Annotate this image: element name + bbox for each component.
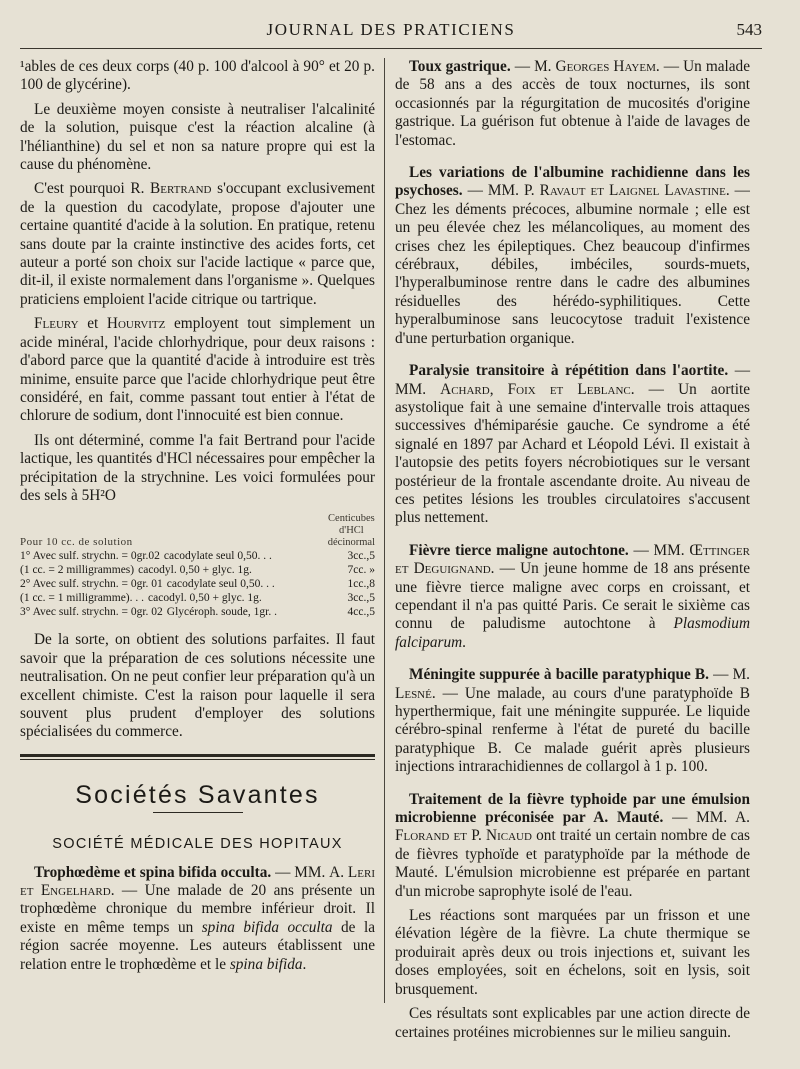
- section-rule: [20, 754, 375, 757]
- table-row: [20, 591, 375, 605]
- article: Traitement de la fièvre typhoide par une émulsion microbienne préconisée par A. Mauté. — MM. A. Florand et P. Nicaud ont traité un certain nombre de cas de fièvres typhoïde et paratyphoïde par la méthode de Mauté. L'émulsion microbienne est préparée en partant d'un microbe saprophyte isolé de l'eau.: [395, 790, 751, 900]
- right-column: [395, 58, 750, 1048]
- table-cell: 3cc.,5: [347, 592, 375, 605]
- table-cell: 7cc. »: [347, 564, 375, 577]
- section-title: Sociétés Savantes: [75, 780, 320, 809]
- paragraph: Ils ont déterminé, comme l'a fait Bertrand pour l'acide lactique, les quantités d'HCl nécessaires pour empêcher la précipitation de la strychnine. Les voici formulées pour des sels à 5H²O: [20, 431, 375, 504]
- article-title: Traitement de la fièvre typhoide par une émulsion microbienne préconisée par A. Mauté.: [395, 790, 750, 827]
- table-cell: 4cc.,5: [347, 606, 375, 619]
- running-header: [20, 14, 762, 49]
- article: Les variations de l'albumine rachidienne dans les psychoses. — MM. P. Ravaut et Laignel Lavastine. — Chez les déments précoces, albumine normale ; elle est un peu élevée chez les mélancoliques, au moment des crises chez les épileptiques. Chez beaucoup d'infirmes cérébraux, débiles, imbéciles, sourds-muets, l'hyperalbuminose rentre dans le cadre des albumines résiduelles des hérédo-syphilitiques. Cette hyperalbuminose sans leucocytose traduit l'existence d'une perturbation organique.: [395, 164, 750, 347]
- article-title: Paralysie transitoire à répétition dans l'aortite.: [409, 362, 729, 380]
- society-heading: SOCIÉTÉ MÉDICALE DES HOPITAUX: [52, 836, 343, 853]
- author-name: Achard, Foix et Leblanc: [440, 380, 631, 398]
- article: Toux gastrique. — M. Georges Hayem. — Un malade de 58 ans a des accès de toux nocturnes, ils sont occasionnés par la régurgitation de mucosités d'origine gastrique. La guérison fut obtenue à l'aide de lavages de l'estomac.: [395, 58, 750, 149]
- dosage-table: [20, 513, 375, 619]
- table-cell: 1cc.,8: [347, 578, 375, 591]
- article-title: Toux gastrique.: [409, 58, 511, 75]
- paragraph: Ces résultats sont explicables par une action directe de certaines protéines microbiennes sur le milieu sanguin.: [395, 1005, 750, 1041]
- article-title: Trophœdème et spina bifida occulta.: [34, 863, 272, 881]
- paragraph: ¹ables de ces deux corps (40 p. 100 d'alcool à 90° et 20 p. 100 de glycérine).: [20, 58, 375, 94]
- paragraph: Le deuxième moyen consiste à neutraliser l'alcalinité de la solution, puisque c'est la réaction alcaline (à l'hélianthine) du sel et non sa nature propre qui est la cause du phénomène.: [20, 100, 375, 174]
- title-rule: [153, 812, 243, 813]
- table-header: [20, 513, 375, 549]
- article-title: Les variations de l'albumine rachidienne dans les psychoses.: [395, 164, 750, 200]
- author-name: Bertrand: [150, 180, 212, 198]
- section-rule: [20, 759, 375, 760]
- table-cell: cacodylate seul 0,50. . .: [163, 550, 272, 563]
- table-cell: 2° Avec sulf. strychn. = 0gr. 01: [20, 578, 163, 591]
- article: Paralysie transitoire à répétition dans l'aortite. — MM. Achard, Foix et Leblanc. — Un aortite asystolique fait à une semaine d'intervalle trois attaques successives d'hémiparésie gauche. Ce syndrome a été signalé en 1897 par Achard et Léopold Lévi. Il existait à l'autopsie des petits foyers nécrobiotiques sur le versant postérieur de la frontale ascendante droite. Au niveau de ces petites lésions les troubles circulatoires s'accusent plus nettement.: [395, 362, 750, 527]
- paragraph: Les réactions sont marquées par un frisson et une élévation légère de la fièvre. La chute thermique se produirait après deux ou trois injections et, suivant les doses employées, soit en échelons, soit en lysis, soit brusquement.: [395, 907, 750, 998]
- table-cell: cacodyl. 0,50 + glyc. 1g.: [138, 564, 252, 577]
- table-row: [20, 605, 375, 619]
- page-number: 543: [736, 20, 762, 39]
- table-header-left: Pour 10 cc. de solution: [20, 536, 133, 549]
- author-name: Fleury: [34, 315, 79, 333]
- table-cell: 3° Avec sulf. strychn. = 0gr. 02: [20, 606, 163, 619]
- article-title: Fièvre tierce maligne autochtone.: [409, 541, 629, 559]
- article: Méningite suppurée à bacille paratyphique B. — M. Lesné. — Une malade, au cours d'une paratyphoïde B hyperthermique, fait une méningite suppurée. Le liquide cérébro-spinal renferme à l'état de pureté du bacille paratyphique B. Ce malade guérit après plusieurs injections intrarachidiennes de collargol à 1 p. 100.: [395, 666, 751, 776]
- table-cell: (1 cc. = 1 milligramme). . .: [20, 592, 145, 605]
- left-column: [20, 58, 375, 980]
- table-row: [20, 549, 375, 563]
- article-title: Méningite suppurée à bacille paratyphique B.: [409, 666, 709, 684]
- article: Trophœdème et spina bifida occulta. — MM. A. Leri et Engelhard. — Une malade de 20 ans présente un trophœdème chronique du membre inférieur droit. Il existe en même temps un spina bifida occulta de la région sacrée moyenne. Les auteurs établissent une relation entre le trophœdème et le spina bifida.: [20, 863, 376, 973]
- table-body: [20, 549, 375, 619]
- table-row: [20, 577, 375, 591]
- author-name: A. Leri et Engelhard: [20, 863, 375, 899]
- paragraph: De la sorte, on obtient des solutions parfaites. Il faut savoir que la préparation de ces solutions nécessite une neutralisation. On ne peut confier leur préparation qu'à un excellent chimiste. C'est la raison pour laquelle il sera souvent plus prudent d'employer des solutions spécialisées du commerce.: [20, 631, 375, 741]
- paragraph: Fleury et Hourvitz employent tout simplement un acide minéral, l'acide chlorhydrique, pour deux raisons : d'abord parce que la quantité d'acide à introduire est très minime, ensuite parce que l'acide chlorhydrique peut être considéré, en fait, comme passant tout entier à l'état de chlorure de sodium, dont l'innocuité est bien connue.: [20, 315, 375, 425]
- author-name: Lesné: [395, 684, 432, 702]
- column-divider: [384, 58, 385, 1003]
- table-cell: Glycéroph. soude, 1gr. .: [166, 606, 277, 619]
- author-name: Ravaut et Laignel Lavastine: [539, 182, 726, 200]
- author-name: Œttinger et Deguignand: [395, 541, 750, 578]
- table-cell: cacodyl. 0,50 + glyc. 1g.: [148, 592, 262, 605]
- table-header-right: Centicubes d'HCl décinormal: [327, 513, 375, 549]
- table-cell: 1° Avec sulf. strychn. = 0gr.02: [20, 550, 160, 563]
- table-cell: 3cc.,5: [347, 550, 375, 563]
- paragraph: C'est pourquoi R. Bertrand s'occupant exclusivement de la question du cacodylate, propose d'ajouter une certaine quantité d'acide à la solution. En pratique, retenu sans doute par la crainte instinctive des acides forts, cet auteur a porté son choix sur l'acide lactique « parce que, dit-il, il existe normalement dans l'organisme ». Quelques praticiens emploient l'acide citrique ou tartrique.: [20, 180, 375, 308]
- table-row: [20, 563, 375, 577]
- author-name: Hourvitz: [106, 315, 166, 333]
- author-name: Georges Hayem: [555, 58, 656, 75]
- article: Fièvre tierce maligne autochtone. — MM. Œttinger et Deguignand. — Un jeune homme de 18 ans présente une fièvre tierce maligne avec corps en croissant, et cependant il n'a pas quitté Paris. Ce serait le sixième cas connu de paludisme autochtone à Plasmodium falciparum.: [395, 541, 750, 651]
- table-cell: cacodylate seul 0,50. . .: [166, 578, 275, 591]
- author-name: Florand et P. Nicaud: [395, 827, 532, 845]
- table-cell: (1 cc. = 2 milligrammes): [20, 564, 135, 577]
- journal-title: JOURNAL DES PRATICIENS: [266, 20, 516, 39]
